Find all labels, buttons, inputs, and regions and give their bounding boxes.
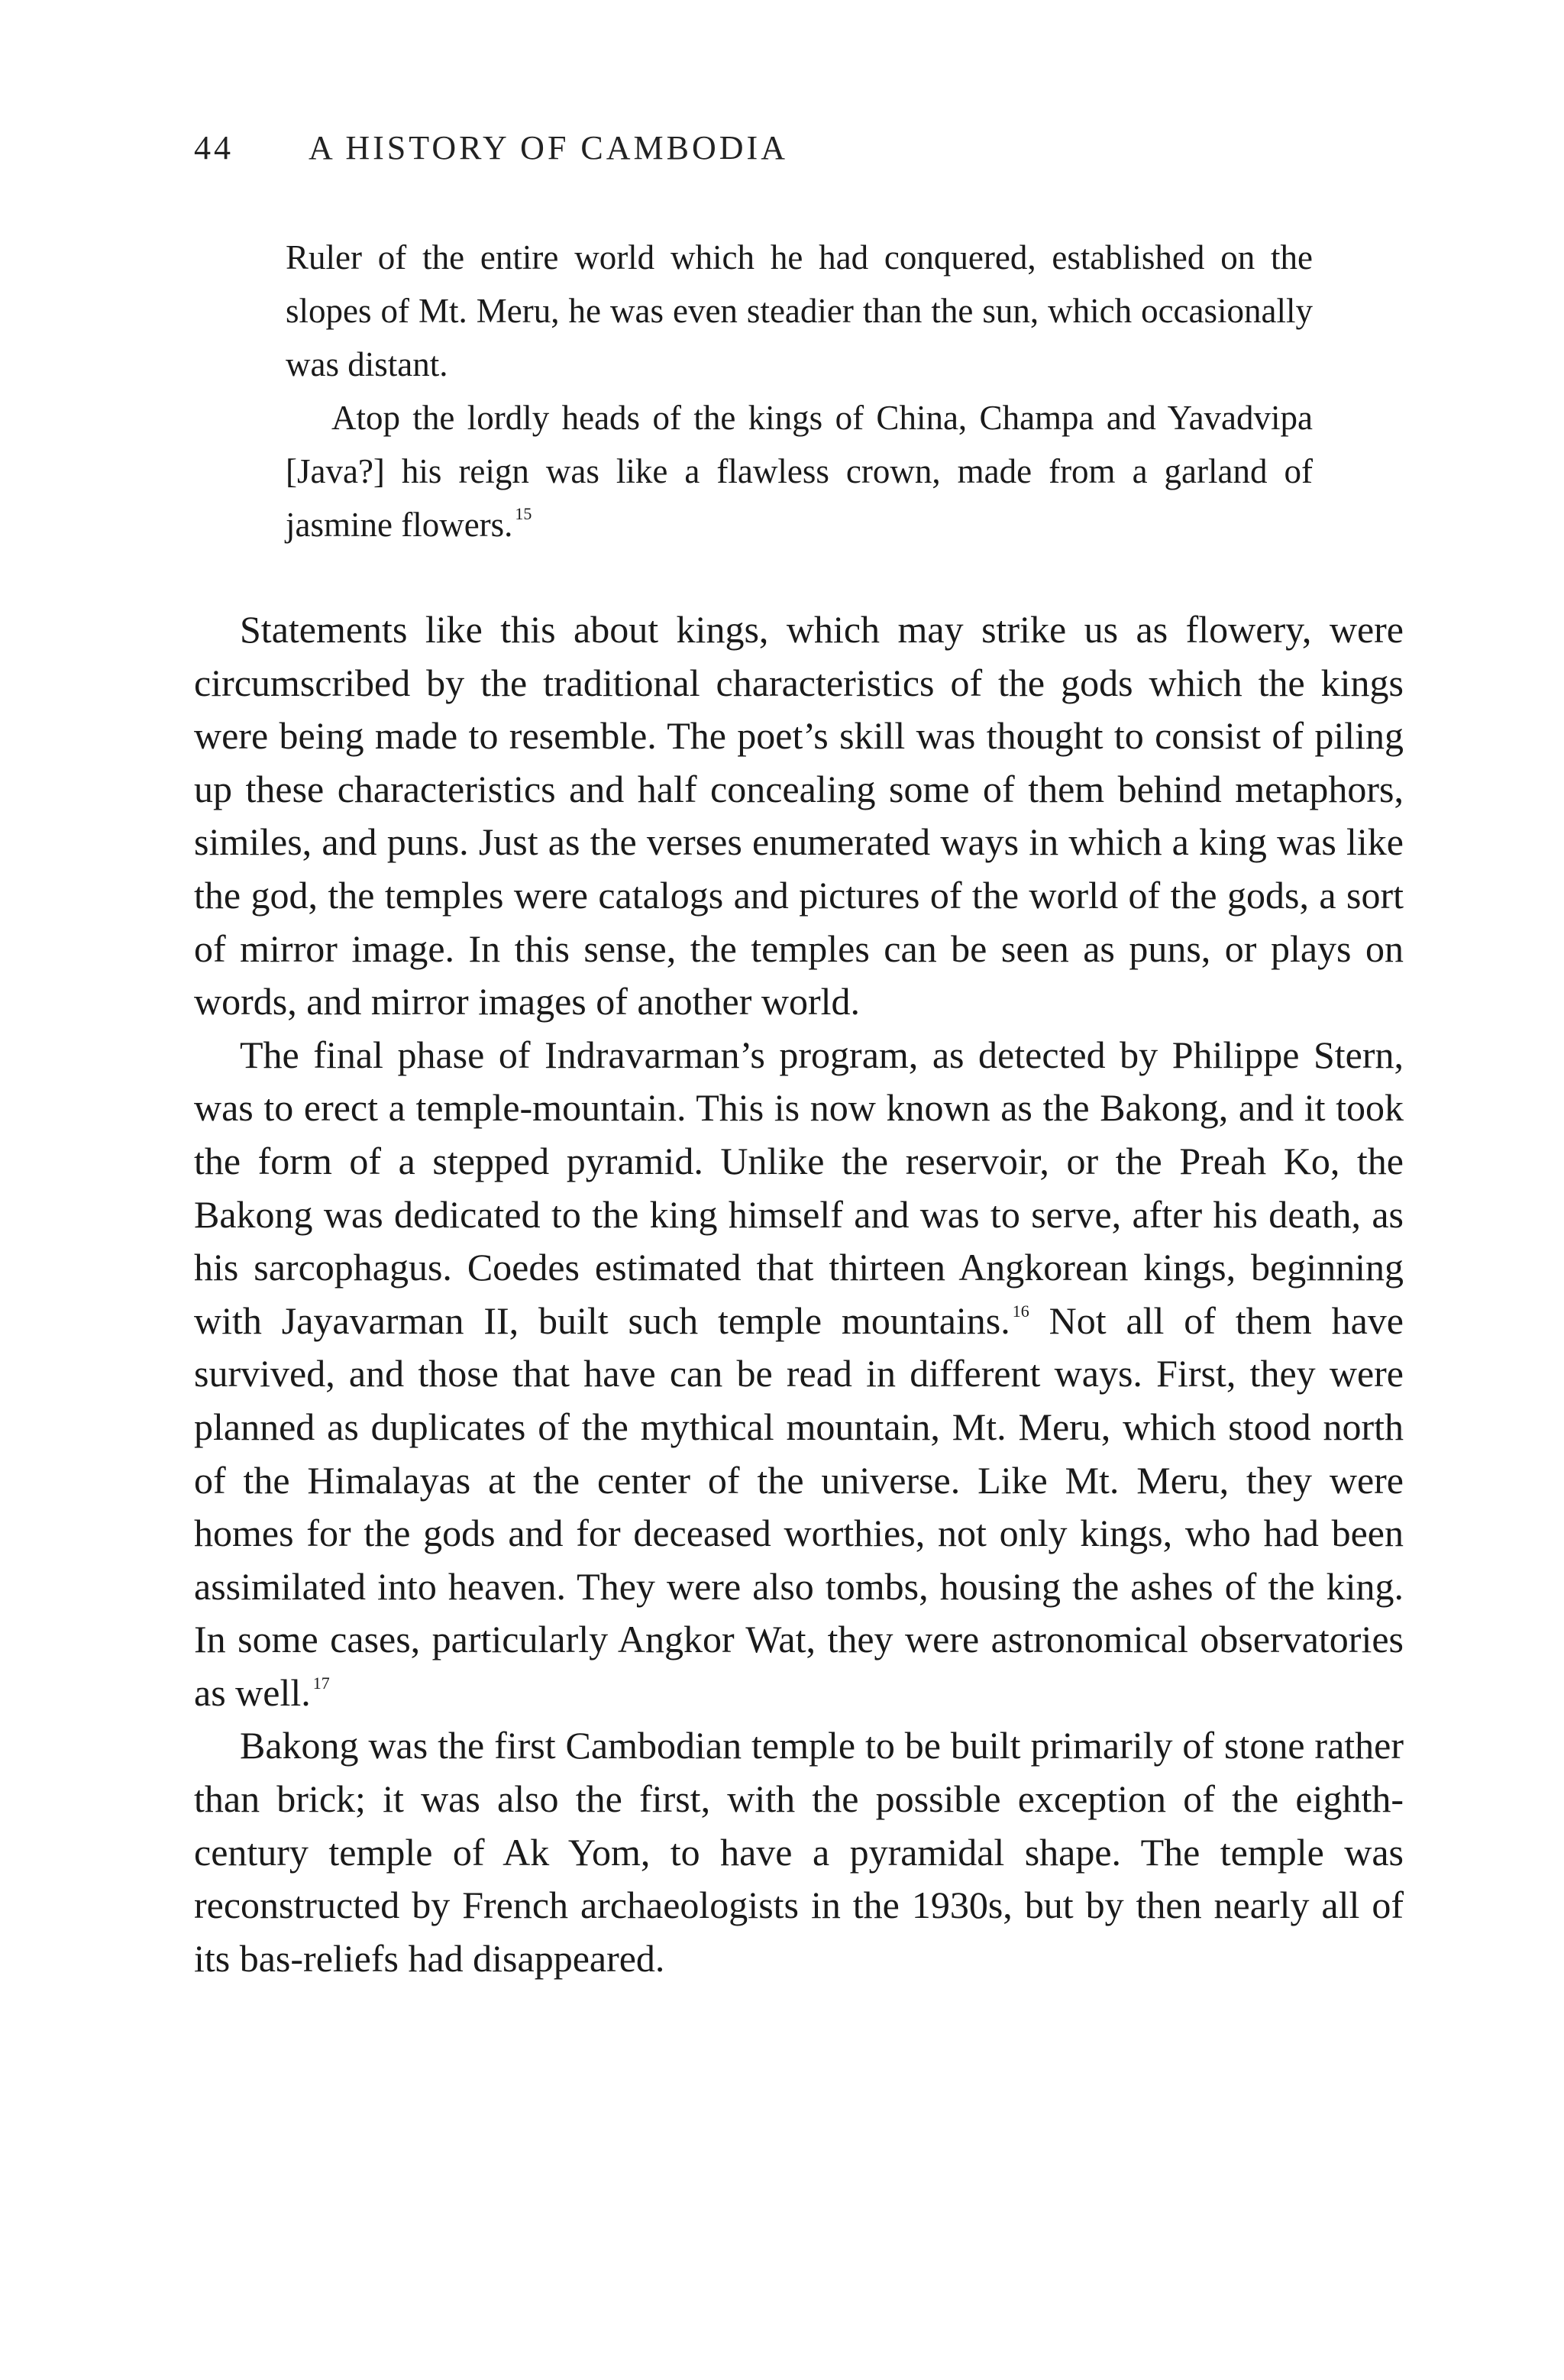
block-quotation bbox=[286, 231, 1313, 551]
paragraph-text: Not all of them have survived, and those that have can be read in different ways. First, they were planned as duplicates of the mythical mountain, Mt. Meru, which stood north of the Himalayas at the center of the universe. Like Mt. Meru, they were homes for the gods and for deceased worthies, not only kings, who had been assimilated into heaven. They were also tombs, housing the ashes of the king. In some cases, particularly Angkor Wat, they were astronomical observatories as well. bbox=[194, 1298, 1404, 1714]
body-text bbox=[194, 603, 1404, 1985]
running-head bbox=[194, 128, 788, 167]
body-paragraph bbox=[194, 603, 1404, 1029]
running-title: A HISTORY OF CAMBODIA bbox=[309, 129, 788, 167]
page-number: 44 bbox=[194, 129, 234, 167]
quotation-paragraph bbox=[286, 231, 1313, 391]
paragraph-text: Statements like this about kings, which may strike us as flowery, were circumscribed by the traditional characteristics of the gods which the kings were being made to resemble. The poet’s skill was thought to consist of piling up these characteristics and half concealing some of them behind metaphors, similes, and puns. Just as the verses enumerated ways in which a king was like the god, the temples were catalogs and pictures of the world of the gods, a sort of mirror image. In this sense, the temples can be seen as puns, or plays on words, and mirror images of another world. bbox=[194, 608, 1404, 1023]
quotation-text: Atop the lordly heads of the kings of China, Champa and Yavadvipa [Java?] his reign was like a flawless crown, made from a garland of jasmine flowers. bbox=[286, 399, 1313, 544]
paragraph-text: Bakong was the first Cambodian temple to be built primarily of stone rather than brick; it was also the first, with the possible exception of the eighth-century temple of Ak Yom, to have a pyramidal shape. The temple was reconstructed by French archaeologists in the 1930s, but by then nearly all of its bas-reliefs had disappeared. bbox=[194, 1724, 1404, 1980]
body-paragraph bbox=[194, 1719, 1404, 1985]
note-reference: 16 bbox=[1012, 1301, 1029, 1321]
quotation-paragraph bbox=[286, 391, 1313, 551]
note-reference: 17 bbox=[312, 1673, 330, 1693]
paragraph-text: The final phase of Indravarman’s program, as detected by Philippe Stern, was to erect a temple-mountain. This is now known as the Bakong, and it took the form of a stepped pyramid. Unlike the reservoir, or the Preah Ko, the Bakong was dedicated to the king himself and was to serve, after his death, as his sarcophagus. Coedes estimated that thirteen Angkorean kings, beginning with Jayavarman II, built such temple mountains. bbox=[194, 1033, 1404, 1342]
quotation-text: Ruler of the entire world which he had conquered, established on the slopes of Mt. Meru, he was even steadier than the sun, which occasionally was distant. bbox=[286, 238, 1313, 383]
note-reference: 15 bbox=[515, 504, 532, 523]
body-paragraph bbox=[194, 1029, 1404, 1720]
